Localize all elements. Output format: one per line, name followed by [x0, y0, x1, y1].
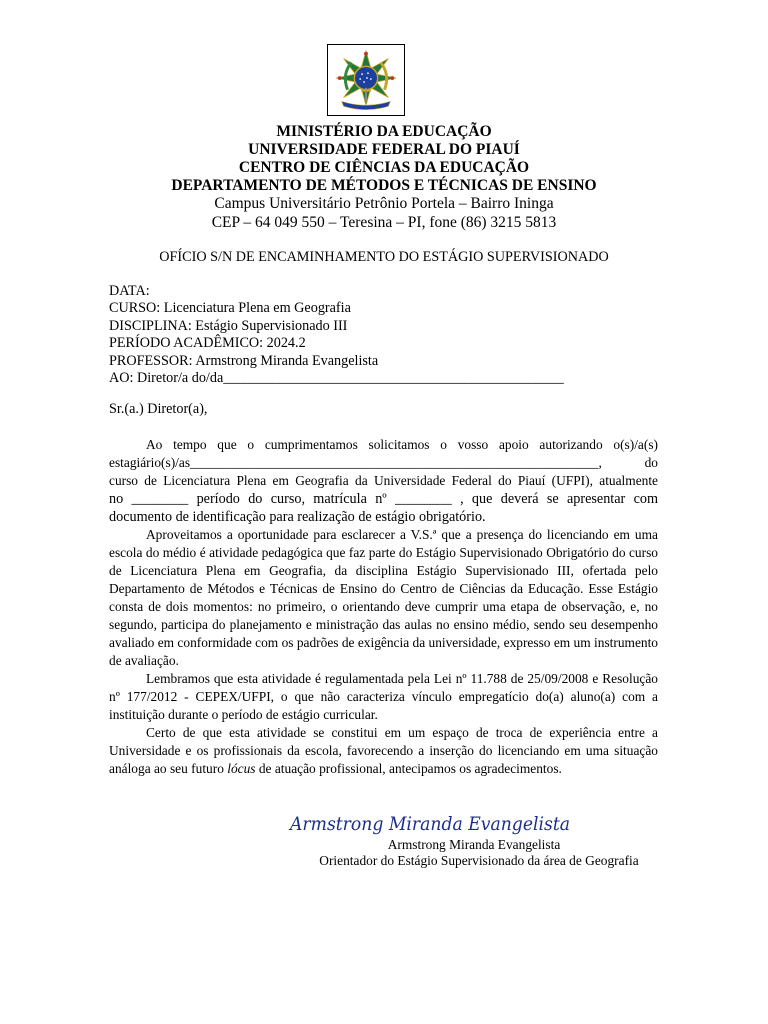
p4-italic-locus: lócus — [227, 761, 256, 776]
p1-line5: documento de identificação para realização de estágio obrigatório. — [109, 509, 486, 525]
p1-line4: no ________ período do curso, matrícula nº ________ , que deverá se apresentar com — [109, 491, 658, 507]
header-address: CEP – 64 049 550 – Teresina – PI, fone (86) 3215 5813 — [211, 213, 557, 231]
signer-name: Armstrong Miranda Evangelista — [387, 837, 561, 852]
paragraph-clarification: Aproveitamos a oportunidade para esclarecer a V.S.ª que a presença do licenciando em uma escola do médio é atividade pedagógica que faz parte do Estágio Supervisionado Obrigatório do curso de Licenciatura Plena em Geografia, da disciplina Estágio Supervisionado III, ofertada pelo Departamento de Métodos e Técnicas de Ensino do Centro de Ciências da Educação. Esse Estágio consta de dois momentos: no primeiro, o orientando deve cumprir uma etapa de observação, e, no segundo, participa do planejamento e ministração das aulas no ensino médio, sendo seu desempenho avaliado em conformidade com os padrões de exigência da universidade, expresso em um instrumento de avaliação. — [109, 527, 658, 668]
signer-role: Orientador do Estágio Supervisionado da área de Geografia — [319, 853, 639, 868]
p1-line3: curso de Licenciatura Plena em Geografia da Universidade Federal do Piauí (UFPI), atualmente — [109, 473, 658, 488]
paragraph-request — [109, 436, 658, 526]
paragraph-regulation: Lembramos que esta atividade é regulamentada pela Lei nº 11.788 de 25/09/2008 e Resolução nº 177/2012 - CEPEX/UFPI, o que não caracteriza vínculo empregatício do(a) aluno(a) com a instituição durante o período de estágio curricular. — [109, 671, 658, 722]
coat-of-arms-seal — [327, 44, 405, 116]
document-meta — [109, 283, 564, 387]
oficio-title: OFÍCIO S/N DE ENCAMINHAMENTO DO ESTÁGIO SUPERVISIONADO — [159, 249, 609, 265]
p4-text-end: de atuação profissional, antecipamos os agradecimentos. — [255, 761, 562, 776]
meta-professor: PROFESSOR: Armstrong Miranda Evangelista — [109, 352, 379, 369]
meta-discipline: DISCIPLINA: Estágio Supervisionado III — [109, 317, 348, 334]
paragraph-closing — [109, 724, 658, 778]
header-center: CENTRO DE CIÊNCIAS DA EDUCAÇÃO — [238, 159, 530, 176]
p1-line2: estagiário(s)/as_____________________________________________________________, do — [109, 455, 658, 470]
header-department: DEPARTAMENTO DE MÉTODOS E TÉCNICAS DE ENSINO — [171, 177, 597, 194]
header-university: UNIVERSIDADE FEDERAL DO PIAUÍ — [248, 141, 520, 158]
meta-date: DATA: — [109, 283, 150, 299]
meta-period: PERÍODO ACADÊMICO: 2024.2 — [109, 335, 306, 352]
handwritten-signature — [286, 806, 576, 838]
salutation: Sr.(a.) Diretor(a), — [109, 401, 208, 417]
meta-recipient: AO: Diretor/a do/da________________________________________________ — [109, 370, 564, 387]
header-ministry: MINISTÉRIO DA EDUCAÇÃO — [276, 123, 492, 140]
letterhead — [60, 123, 708, 232]
signature-text: Armstrong Miranda Evangelista — [288, 813, 570, 835]
signature-icon — [286, 806, 576, 838]
meta-course: CURSO: Licenciatura Plena em Geografia — [109, 300, 351, 317]
header-campus: Campus Universitário Petrônio Portela – Bairro Ininga — [214, 195, 554, 212]
brazil-coat-of-arms-icon — [328, 45, 404, 115]
letter-body — [109, 436, 658, 778]
p1-line1: Ao tempo que o cumprimentamos solicitamos o vosso apoio autorizando o(s)/a(s) — [146, 437, 658, 452]
p4-text: Certo de que esta atividade se constitui em um espaço de troca de experiência entre a Universidade e os profissionais da escola, favorecendo a inserção do licenciando em uma situação análoga ao seu futuro — [109, 725, 658, 776]
